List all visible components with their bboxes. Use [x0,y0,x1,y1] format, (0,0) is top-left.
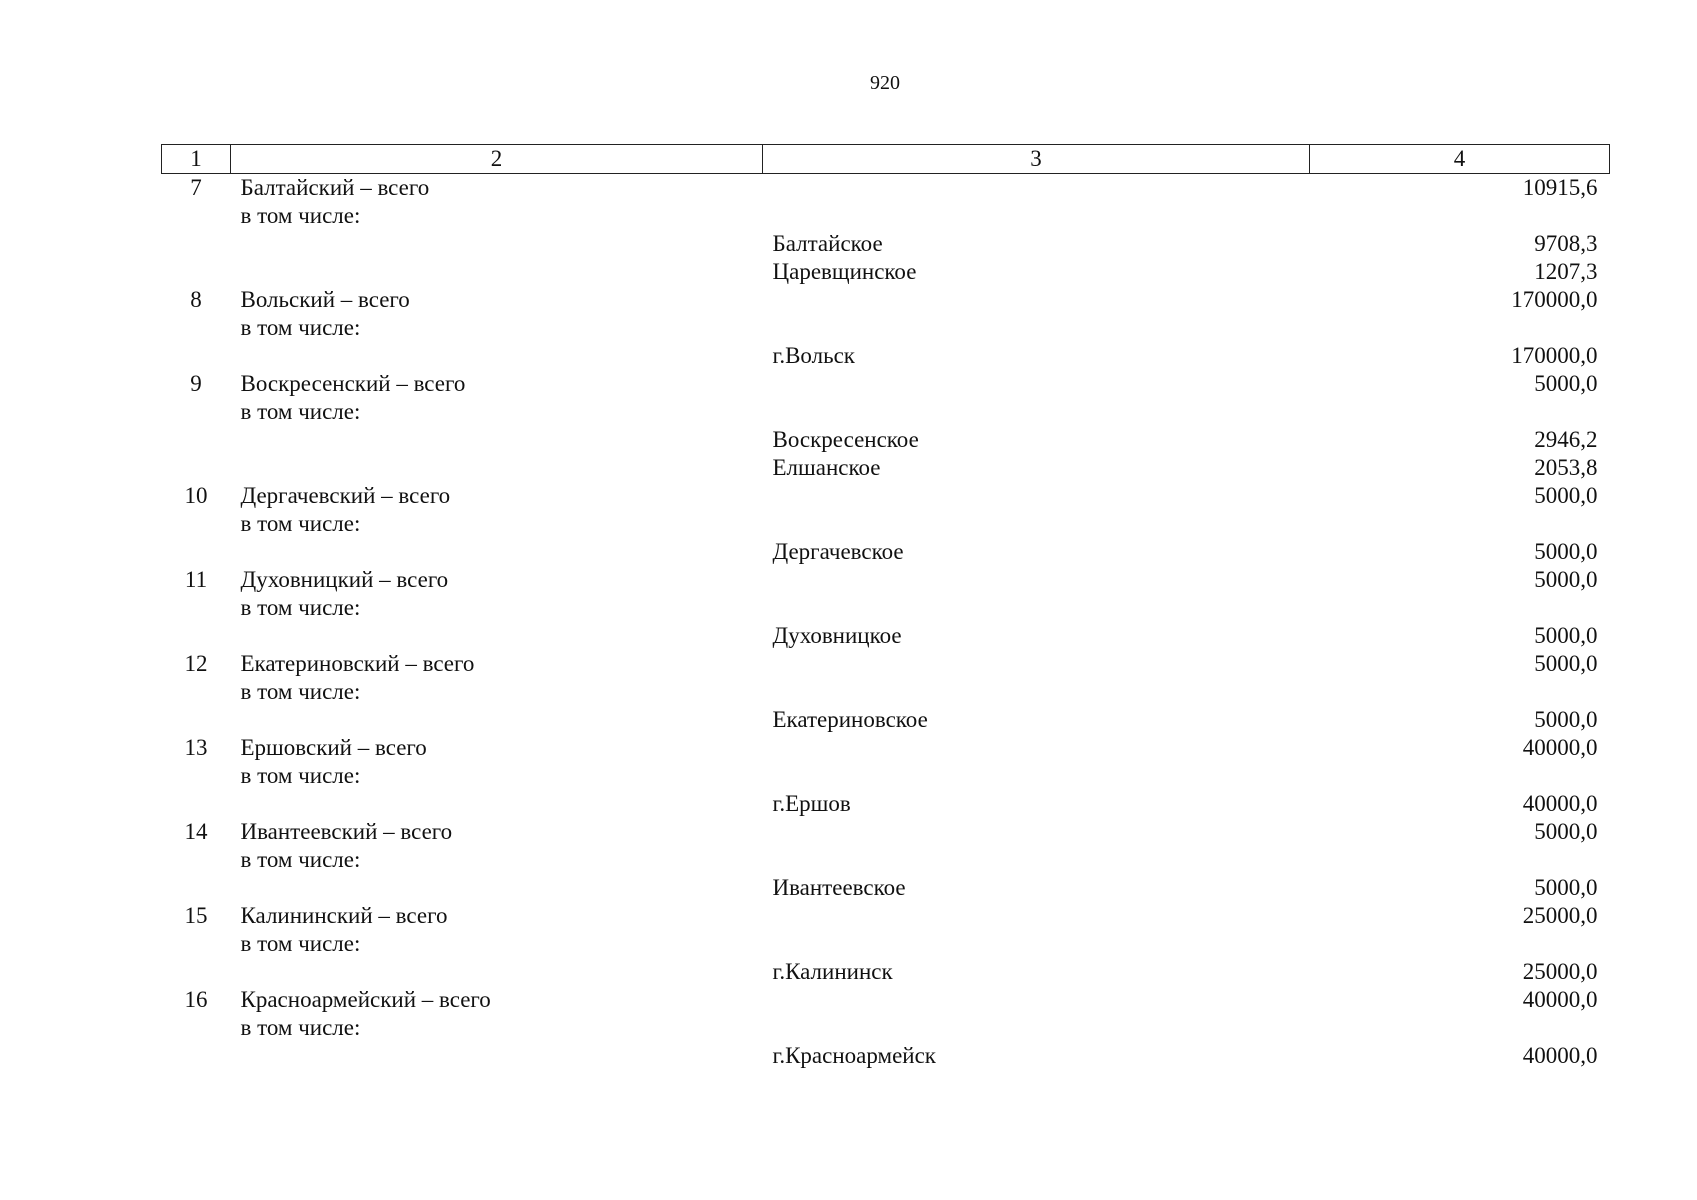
table-row [162,286,1610,314]
district-name [231,958,763,986]
row-number: 9 [190,371,202,396]
settlement-name [763,286,1310,314]
district-name [231,538,763,566]
table-row [162,314,1610,342]
table-row [162,510,1610,538]
settlement-name: Дергачевское [772,539,904,564]
row-number [162,594,231,622]
header-row [162,145,1610,174]
district-name: в том числе: [240,511,361,536]
row-number [162,874,231,902]
table-row [162,566,1610,594]
column-header-2: 2 [231,145,763,174]
row-number [162,678,231,706]
district-name: в том числе: [240,931,361,956]
settlement-name [763,762,1310,790]
amount-value: 9708,3 [1534,231,1598,256]
settlement-name [763,174,1310,203]
row-number: 12 [184,651,208,676]
district-name: Вольский – всего [240,287,410,312]
table-row [162,958,1610,986]
row-number [162,1014,231,1042]
row-number [162,202,231,230]
district-name [231,342,763,370]
row-number: 14 [184,819,208,844]
settlement-name [763,930,1310,958]
table-row [162,874,1610,902]
settlement-name: Балтайское [772,231,883,256]
row-number [162,958,231,986]
settlement-name: Екатериновское [772,707,928,732]
amount-value [1310,202,1610,230]
row-number [162,342,231,370]
table-row [162,454,1610,482]
district-name: в том числе: [240,595,361,620]
row-number [162,846,231,874]
row-number [162,930,231,958]
row-number [162,398,231,426]
district-name [231,622,763,650]
settlement-name [763,902,1310,930]
district-name: Ивантеевский – всего [240,819,453,844]
table-row [162,706,1610,734]
district-name: в том числе: [240,399,361,424]
table-row [162,538,1610,566]
amount-value: 25000,0 [1522,959,1598,984]
row-number: 10 [184,483,208,508]
table-row [162,986,1610,1014]
amount-value [1310,762,1610,790]
district-name: в том числе: [240,315,361,340]
settlement-name: Елшанское [772,455,881,480]
table-row [162,902,1610,930]
table-header [162,145,1610,174]
amount-value: 170000,0 [1511,287,1598,312]
table-row [162,790,1610,818]
district-name [231,258,763,286]
district-name [231,1042,763,1070]
amount-value: 40000,0 [1522,987,1598,1012]
row-number: 13 [184,735,208,760]
column-header-1: 1 [162,145,231,174]
amount-value: 170000,0 [1511,343,1598,368]
settlement-name: г.Вольск [772,343,855,368]
district-name: в том числе: [240,763,361,788]
district-name: в том числе: [240,203,361,228]
settlement-name [763,566,1310,594]
table-row [162,342,1610,370]
amount-value: 5000,0 [1534,567,1598,592]
row-number: 15 [184,903,208,928]
table-row [162,230,1610,258]
row-number [162,538,231,566]
district-name [231,426,763,454]
district-name [231,706,763,734]
settlement-name [763,846,1310,874]
column-header-4: 4 [1310,145,1610,174]
amount-value: 5000,0 [1534,371,1598,396]
settlement-name: Царевщинское [772,259,917,284]
amount-value: 2946,2 [1534,427,1598,452]
amount-value: 5000,0 [1534,623,1598,648]
table-row [162,174,1610,203]
row-number: 16 [184,987,208,1012]
settlement-name: Ивантеевское [772,875,906,900]
row-number: 7 [190,175,202,200]
table-row [162,650,1610,678]
table-row [162,594,1610,622]
amount-value: 5000,0 [1534,819,1598,844]
amount-value: 1207,3 [1534,259,1598,284]
district-name: Дергачевский – всего [240,483,451,508]
amount-value: 40000,0 [1522,791,1598,816]
district-name [231,230,763,258]
table-row [162,622,1610,650]
district-name [231,454,763,482]
table-row [162,370,1610,398]
table-row [162,426,1610,454]
table-row [162,258,1610,286]
amount-value [1310,930,1610,958]
district-name: Духовницкий – всего [240,567,449,592]
settlement-name [763,818,1310,846]
settlement-name [763,678,1310,706]
amount-value [1310,1014,1610,1042]
column-header-3: 3 [763,145,1310,174]
amount-value [1310,594,1610,622]
amount-value: 25000,0 [1522,903,1598,928]
amount-value: 40000,0 [1522,1043,1598,1068]
settlement-name [763,594,1310,622]
row-number [162,706,231,734]
district-name: Екатериновский – всего [240,651,475,676]
table-row [162,398,1610,426]
district-name: в том числе: [240,847,361,872]
table-body [162,174,1610,1071]
row-number [162,258,231,286]
table-row [162,846,1610,874]
table-row [162,202,1610,230]
row-number: 8 [190,287,202,312]
settlement-name [763,986,1310,1014]
settlement-name [763,1014,1310,1042]
district-name: в том числе: [240,679,361,704]
row-number [162,454,231,482]
amount-value [1310,314,1610,342]
settlement-name [763,650,1310,678]
table-row [162,678,1610,706]
amount-value: 2053,8 [1534,455,1598,480]
amount-value: 5000,0 [1534,651,1598,676]
settlement-name [763,734,1310,762]
table-row [162,818,1610,846]
table-row [162,734,1610,762]
settlement-name [763,370,1310,398]
page-number: 920 [870,72,900,94]
settlement-name: г.Калининск [772,959,893,984]
row-number [162,314,231,342]
amount-value: 5000,0 [1534,707,1598,732]
budget-table [161,144,1610,1070]
settlement-name [763,314,1310,342]
district-name: Балтайский – всего [240,175,430,200]
district-name: Красноармейский – всего [240,987,491,1012]
row-number [162,762,231,790]
row-number [162,790,231,818]
table-row [162,1042,1610,1070]
amount-value: 5000,0 [1534,875,1598,900]
settlement-name: Воскресенское [772,427,919,452]
amount-value [1310,398,1610,426]
district-name: в том числе: [240,1015,361,1040]
row-number [162,1042,231,1070]
district-name: Воскресенский – всего [240,371,466,396]
district-name: Калининский – всего [240,903,448,928]
row-number [162,510,231,538]
district-name [231,790,763,818]
amount-value [1310,678,1610,706]
settlement-name: г.Ершов [772,791,851,816]
settlement-name [763,510,1310,538]
district-name: Ершовский – всего [240,735,427,760]
row-number [162,622,231,650]
settlement-name [763,482,1310,510]
row-number [162,230,231,258]
settlement-name [763,398,1310,426]
table-row [162,762,1610,790]
settlement-name: Духовницкое [772,623,902,648]
table-row [162,482,1610,510]
amount-value: 40000,0 [1522,735,1598,760]
district-name [231,874,763,902]
row-number: 11 [184,567,208,592]
amount-value: 10915,6 [1522,175,1598,200]
table-row [162,930,1610,958]
table-row [162,1014,1610,1042]
amount-value: 5000,0 [1534,483,1598,508]
settlement-name [763,202,1310,230]
amount-value: 5000,0 [1534,539,1598,564]
settlement-name: г.Красноармейск [772,1043,936,1068]
amount-value [1310,846,1610,874]
amount-value [1310,510,1610,538]
row-number [162,426,231,454]
